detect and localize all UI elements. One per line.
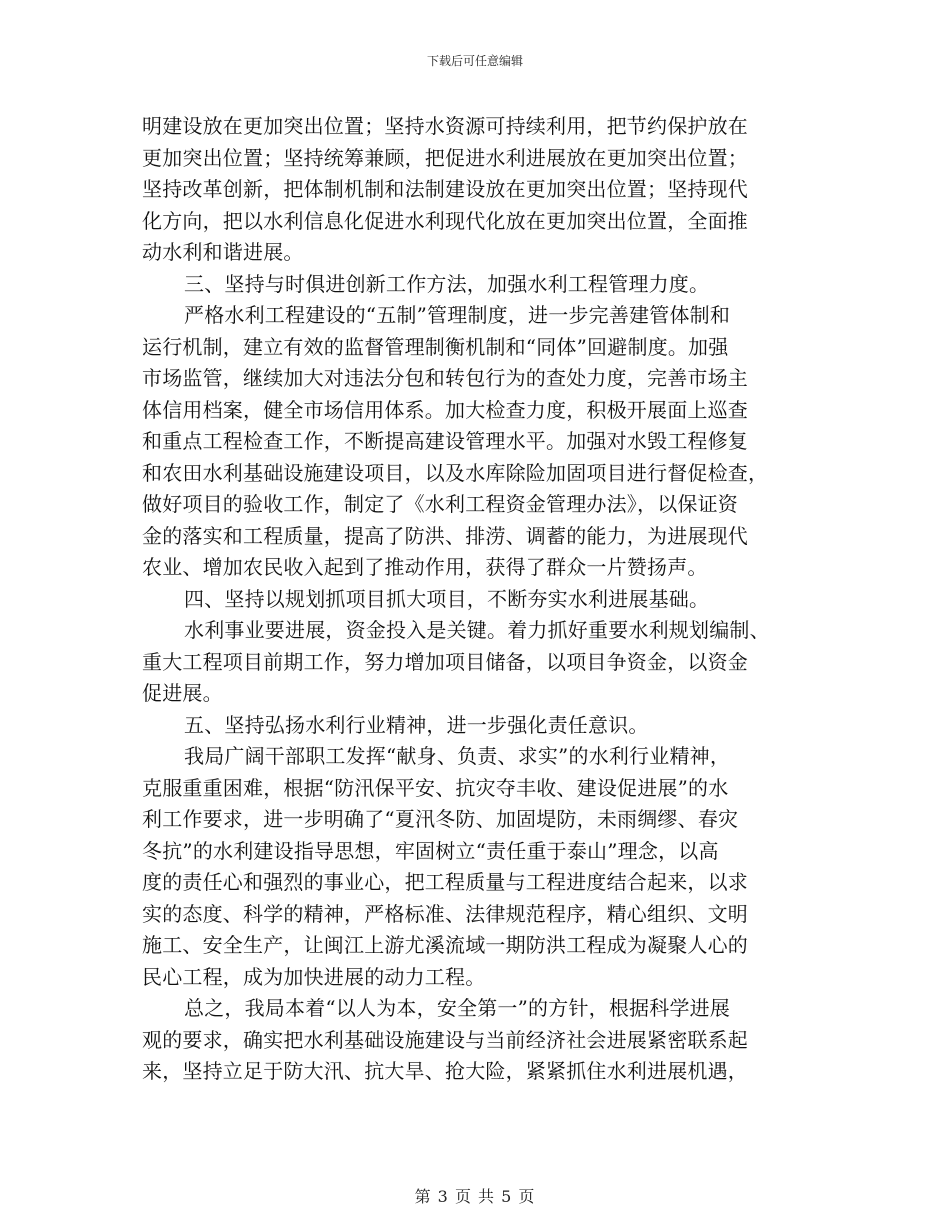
body-line: 动水利和谐进展。 [142, 240, 304, 264]
body-line: 总之，我局本着“以人为本，安全第一”的方针，根据科学进展 [184, 996, 731, 1020]
body-line: 化方向，把以水利信息化促进水利现代化放在更加突出位置，全面推 [142, 208, 748, 233]
section-heading: 四、坚持以规划抓项目抓大项目，不断夯实水利进展基础。 [184, 586, 710, 611]
body-line: 坚持改革创新，把体制机制和法制建设放在更加突出位置；坚持现代 [142, 177, 748, 201]
body-line: 民心工程，成为加快进展的动力工程。 [142, 964, 486, 989]
header-note: 下载后可任意编辑 [426, 54, 523, 68]
body-line: 克服重重困难，根据“防汛保平安、抗灾夺丰收、建设促进展”的水 [142, 775, 729, 800]
body-line: 严格水利工程建设的“五制”管理制度，进一步完善建管体制和 [184, 303, 731, 327]
body-line: 运行机制，建立有效的监督管理制衡机制和“同体”回避制度。加强 [142, 334, 729, 359]
body-line: 农业、增加农民收入起到了推动作用，获得了群众一片赞扬声。 [142, 555, 708, 579]
body-line: 明建设放在更加突出位置；坚持水资源可持续利用，把节约保护放在 [142, 114, 748, 138]
body-line: 市场监管，继续加大对违法分包和转包行为的查处力度，完善市场主 [142, 366, 748, 390]
section-heading: 三、坚持与时俱进创新工作方法，加强水利工程管理力度。 [184, 271, 710, 296]
body-line: 更加突出位置；坚持统筹兼顾，把促进水利进展放在更加突出位置； [142, 145, 748, 170]
body-line: 施工、安全生产，让闽江上游尤溪流域一期防洪工程成为凝聚人心的 [142, 933, 748, 957]
body-line: 利工作要求，进一步明确了“夏汛冬防、加固堤防，未雨绸缪、春灾 [142, 807, 739, 831]
body-line: 我局广阔干部职工发挥“献身、负责、求实”的水利行业精神， [184, 744, 731, 768]
body-line: 和重点工程检查工作，不断提高建设管理水平。加强对水毁工程修复 [142, 429, 748, 453]
body-line: 促进展。 [142, 681, 223, 705]
body-line: 重大工程项目前期工作，努力增加项目储备，以项目争资金，以资金 [142, 649, 748, 674]
body-line: 和农田水利基础设施建设项目，以及水库除险加固项目进行督促检查， [142, 460, 769, 485]
body-line: 金的落实和工程质量，提高了防洪、排涝、调蓄的能力，为进展现代 [142, 523, 748, 548]
section-heading: 五、坚持弘扬水利行业精神，进一步强化责任意识。 [184, 712, 649, 737]
document-body [142, 111, 822, 1088]
body-line: 观的要求，确实把水利基础设施建设与当前经济社会进展紧密联系起 [142, 1027, 748, 1052]
body-line: 水利事业要进展，资金投入是关键。着力抓好重要水利规划编制、 [184, 618, 770, 642]
body-line: 来，坚持立足于防大汛、抗大旱、抢大险，紧紧抓住水利进展机遇， [142, 1059, 748, 1083]
page-number: 第 3 页 共 5 页 [414, 1187, 536, 1206]
body-line: 度的责任心和强烈的事业心，把工程质量与工程进度结合起来，以求 [142, 870, 748, 894]
body-line: 实的态度、科学的精神，严格标准、法律规范程序，精心组织、文明 [142, 901, 748, 926]
body-line: 体信用档案，健全市场信用体系。加大检查力度，积极开展面上巡查 [142, 397, 748, 422]
body-line: 做好项目的验收工作，制定了《水利工程资金管理办法》，以保证资 [142, 492, 738, 516]
body-line: 冬抗”的水利建设指导思想，牢固树立“责任重于泰山”理念，以高 [142, 838, 719, 863]
